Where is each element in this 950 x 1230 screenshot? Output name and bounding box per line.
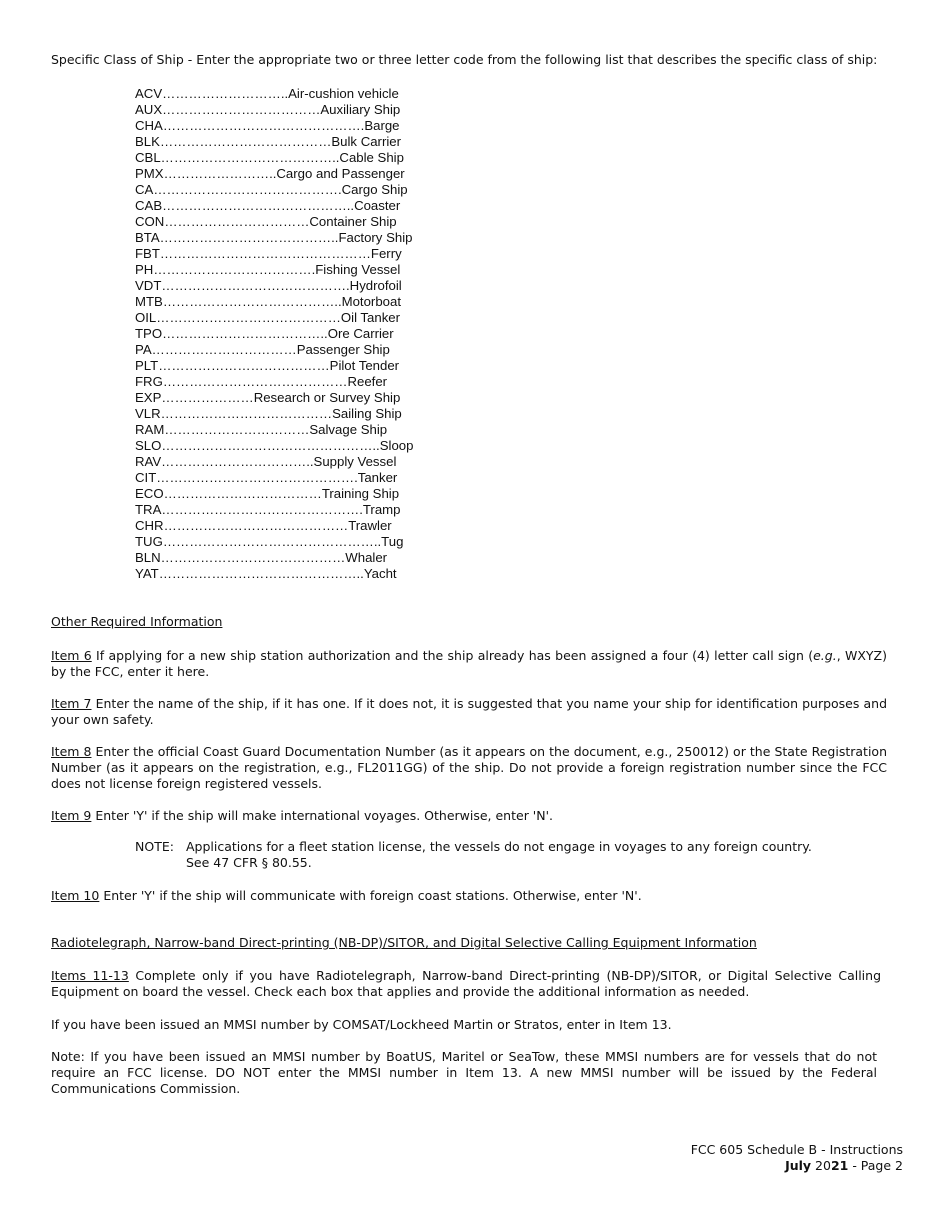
ship-class-row <box>135 342 425 358</box>
ship-class-row <box>135 454 425 470</box>
ship-class-code: TRA <box>135 502 162 517</box>
footer-year-b: 21 <box>830 1158 849 1173</box>
ship-class-name: Training Ship <box>321 486 400 501</box>
ship-class-code: CON <box>135 214 165 229</box>
ship-class-row <box>135 262 425 278</box>
ship-class-name: Ore Carrier <box>327 326 394 341</box>
ship-class-name: Tramp <box>362 502 401 517</box>
ship-class-dots: …………………………….. <box>161 454 314 469</box>
ship-class-code: MTB <box>135 294 163 309</box>
ship-class-dots: …………………………………… <box>160 550 346 565</box>
ship-class-row <box>135 246 425 262</box>
ship-class-name: Tanker <box>357 470 398 485</box>
item-10-paragraph <box>51 888 887 904</box>
ship-class-dots: ………………………………. <box>153 262 316 277</box>
ship-class-name: Bulk Carrier <box>331 134 401 149</box>
ship-class-code: PA <box>135 342 152 357</box>
footer-date-page <box>691 1158 903 1174</box>
ship-class-code: CAB <box>135 198 163 213</box>
ship-class-intro: Specific Class of Ship - Enter the appropriate two or three letter code from the following list that describes the specific class of ship: <box>51 52 878 67</box>
ship-class-code: CIT <box>135 470 157 485</box>
ship-class-dots: ………………………………………. <box>156 470 358 485</box>
ship-class-code: PLT <box>135 358 159 373</box>
ship-class-dots: ………………………………………….. <box>162 534 382 549</box>
ship-class-dots: ………………………………… <box>158 358 330 373</box>
ship-class-row <box>135 294 425 310</box>
ship-class-name: Trawler <box>348 518 392 533</box>
ship-class-code: VDT <box>135 278 162 293</box>
ship-class-code: CHA <box>135 118 163 133</box>
ship-class-name: Sailing Ship <box>332 406 402 421</box>
footer-year-a: 20 <box>815 1158 831 1173</box>
ship-class-name: Research or Survey Ship <box>253 390 401 405</box>
ship-class-row <box>135 134 425 150</box>
ship-class-code: CBL <box>135 150 161 165</box>
ship-class-row <box>135 486 425 502</box>
mmsi-paragraph: If you have been issued an MMSI number by COMSAT/Lockheed Martin or Stratos, enter in Item 13. <box>51 1017 672 1032</box>
ship-class-row <box>135 214 425 230</box>
ship-class-code: TPO <box>135 326 163 341</box>
ship-class-dots: ………………… <box>161 390 254 405</box>
ship-class-name: Motorboat <box>341 294 401 309</box>
ship-class-code: PH <box>135 262 154 277</box>
ship-class-code: FBT <box>135 246 160 261</box>
ship-class-name: Sloop <box>379 438 414 453</box>
ship-class-row <box>135 374 425 390</box>
ship-class-row <box>135 422 425 438</box>
ship-class-dots: ……………………………… <box>163 486 322 501</box>
ship-class-dots: ………………………………….. <box>162 294 342 309</box>
ship-class-code: ACV <box>135 86 163 101</box>
ship-class-code: OIL <box>135 310 157 325</box>
item-6-emphasis: e.g. <box>813 648 837 663</box>
ship-class-list <box>135 86 425 582</box>
ship-class-code: SLO <box>135 438 162 453</box>
ship-class-code: YAT <box>135 566 159 581</box>
ship-class-dots: ………………………………………. <box>161 502 363 517</box>
ship-class-row <box>135 102 425 118</box>
ship-class-name: Salvage Ship <box>309 422 388 437</box>
ship-class-dots: ……………………………….. <box>162 326 328 341</box>
note-label: NOTE: <box>135 839 174 854</box>
ship-class-name: Pilot Tender <box>329 358 400 373</box>
ship-class-dots: ……………………….. <box>162 86 289 101</box>
radio-section <box>51 935 887 951</box>
ship-class-code: AUX <box>135 102 163 117</box>
ship-class-name: Supply Vessel <box>313 454 397 469</box>
ship-class-name: Cargo and Passenger <box>276 166 405 181</box>
ship-class-row <box>135 182 425 198</box>
item-8-paragraph <box>51 744 887 792</box>
ship-class-dots: ……………………………………….. <box>158 566 364 581</box>
ship-class-dots: …………………………………… <box>163 518 349 533</box>
ship-class-row <box>135 278 425 294</box>
ship-class-row <box>135 534 425 550</box>
footer-month: July <box>785 1158 812 1173</box>
items-11-13-text: Complete only if you have Radiotelegraph, Narrow-band Direct-printing (NB-DP)/SITOR, or Digital Selective Calling Equipment on board the vessel. Check each box that applies and provide the additional information as needed. <box>51 968 881 999</box>
other-info-section <box>51 614 887 630</box>
ship-class-dots: …………………………………… <box>156 310 341 325</box>
item-9-label: Item 9 <box>51 808 92 823</box>
ship-class-name: Barge <box>364 118 400 133</box>
ship-class-dots: ……………………………… <box>162 102 321 117</box>
item-6-paragraph <box>51 648 887 680</box>
ship-class-code: PMX <box>135 166 164 181</box>
ship-class-code: BTA <box>135 230 160 245</box>
ship-class-row <box>135 198 425 214</box>
ship-class-code: VLR <box>135 406 161 421</box>
item-7-text: Enter the name of the ship, if it has one. If it does not, it is suggested that you name your ship for identification purposes and your own safety. <box>51 696 887 727</box>
ship-class-row <box>135 310 425 326</box>
ship-class-code: TUG <box>135 534 163 549</box>
ship-class-name: Whaler <box>345 550 388 565</box>
ship-class-row <box>135 358 425 374</box>
item-8-text: Enter the official Coast Guard Documentation Number (as it appears on the document, e.g., 250012) or the State Registration Number (as it appears on the registration, e.g., FL2011GG) of the ship. Do not provide a foreign registration number since the FCC does not license foreign registered vessels. <box>51 744 887 791</box>
item-6-text-b: , WXYZ) by the FCC, enter it here. <box>51 648 887 679</box>
ship-class-dots: …………………………………….. <box>162 198 355 213</box>
ship-class-row <box>135 502 425 518</box>
ship-class-name: Fishing Vessel <box>315 262 401 277</box>
ship-class-code: ECO <box>135 486 164 501</box>
item-6-label: Item 6 <box>51 648 92 663</box>
footer-page: - Page 2 <box>848 1158 903 1173</box>
fleet-note <box>135 839 812 871</box>
ship-class-name: Oil Tanker <box>340 310 401 325</box>
ship-class-code: RAV <box>135 454 162 469</box>
ship-class-row <box>135 166 425 182</box>
item-10-label: Item 10 <box>51 888 100 903</box>
ship-class-row <box>135 470 425 486</box>
ship-class-row <box>135 566 425 582</box>
ship-class-name: Air-cushion vehicle <box>288 86 399 101</box>
ship-class-row <box>135 326 425 342</box>
ship-class-dots: ……………………………………. <box>161 278 350 293</box>
mmsi-note-paragraph: Note: If you have been issued an MMSI number by BoatUS, Maritel or SeaTow, these MMSI numbers are for vessels that do not require an FCC license. DO NOT enter the MMSI number in Item 13. A new MMSI number will be issued by the Federal Communications Commission. <box>51 1049 877 1096</box>
ship-class-name: Passenger Ship <box>296 342 390 357</box>
ship-class-row <box>135 406 425 422</box>
ship-class-dots: ………………………………….. <box>160 150 340 165</box>
ship-class-dots: …………………………… <box>151 342 297 357</box>
item-10-text: Enter 'Y' if the ship will communicate with foreign coast stations. Otherwise, enter 'N'. <box>99 888 642 903</box>
ship-class-row <box>135 550 425 566</box>
ship-class-name: Tug <box>381 534 404 549</box>
items-11-13-paragraph <box>51 968 881 1000</box>
item-8-label: Item 8 <box>51 744 92 759</box>
ship-class-row <box>135 518 425 534</box>
ship-class-row <box>135 438 425 454</box>
ship-class-dots: …………………………… <box>164 422 310 437</box>
ship-class-name: Yacht <box>363 566 397 581</box>
ship-class-code: EXP <box>135 390 162 405</box>
ship-class-row <box>135 86 425 102</box>
ship-class-code: CHR <box>135 518 164 533</box>
item-7-paragraph <box>51 696 887 728</box>
item-7-label: Item 7 <box>51 696 92 711</box>
ship-class-dots: …………………….. <box>163 166 277 181</box>
ship-class-dots: ………………………………… <box>159 134 332 149</box>
ship-class-row <box>135 150 425 166</box>
radio-heading: Radiotelegraph, Narrow-band Direct-printing (NB-DP)/SITOR, and Digital Selective Calling Equipment Information <box>51 935 757 950</box>
ship-class-name: Ferry <box>370 246 402 261</box>
ship-class-name: Cable Ship <box>339 150 404 165</box>
ship-class-dots: …………………………… <box>164 214 310 229</box>
other-info-heading: Other Required Information <box>51 614 223 629</box>
ship-class-row <box>135 230 425 246</box>
ship-class-code: CA <box>135 182 154 197</box>
footer-form-name: FCC 605 Schedule B - Instructions <box>690 1142 903 1157</box>
ship-class-name: Factory Ship <box>338 230 413 245</box>
ship-class-name: Coaster <box>354 198 401 213</box>
ship-class-name: Cargo Ship <box>341 182 408 197</box>
ship-class-name: Reefer <box>347 374 388 389</box>
items-11-13-label: Items 11-13 <box>51 968 129 983</box>
ship-class-dots: ………………………………………….. <box>161 438 380 453</box>
ship-class-name: Auxiliary Ship <box>320 102 401 117</box>
item-9-paragraph <box>51 808 887 824</box>
ship-class-code: BLK <box>135 134 160 149</box>
ship-class-code: BLN <box>135 550 161 565</box>
item-9-text: Enter 'Y' if the ship will make international voyages. Otherwise, enter 'N'. <box>91 808 554 823</box>
ship-class-name: Container Ship <box>309 214 397 229</box>
ship-class-code: FRG <box>135 374 163 389</box>
ship-class-dots: ………………………………… <box>160 406 333 421</box>
ship-class-row <box>135 390 425 406</box>
item-6-text-a: If applying for a new ship station authorization and the ship already has been assigned a four (4) letter call sign ( <box>91 648 814 663</box>
note-line-1: Applications for a fleet station license, the vessels do not engage in voyages to any foreign country. <box>186 839 812 854</box>
ship-class-code: RAM <box>135 422 165 437</box>
ship-class-dots: ………………………………………… <box>159 246 371 261</box>
ship-class-dots: ………………………………….. <box>159 230 339 245</box>
ship-class-dots: ………………………………………. <box>162 118 365 133</box>
note-line-2: See 47 CFR § 80.55. <box>186 855 312 870</box>
page-footer <box>691 1142 903 1174</box>
ship-class-dots: ……………………………………. <box>153 182 342 197</box>
ship-class-name: Hydrofoil <box>349 278 402 293</box>
ship-class-dots: …………………………………… <box>162 374 348 389</box>
ship-class-row <box>135 118 425 134</box>
